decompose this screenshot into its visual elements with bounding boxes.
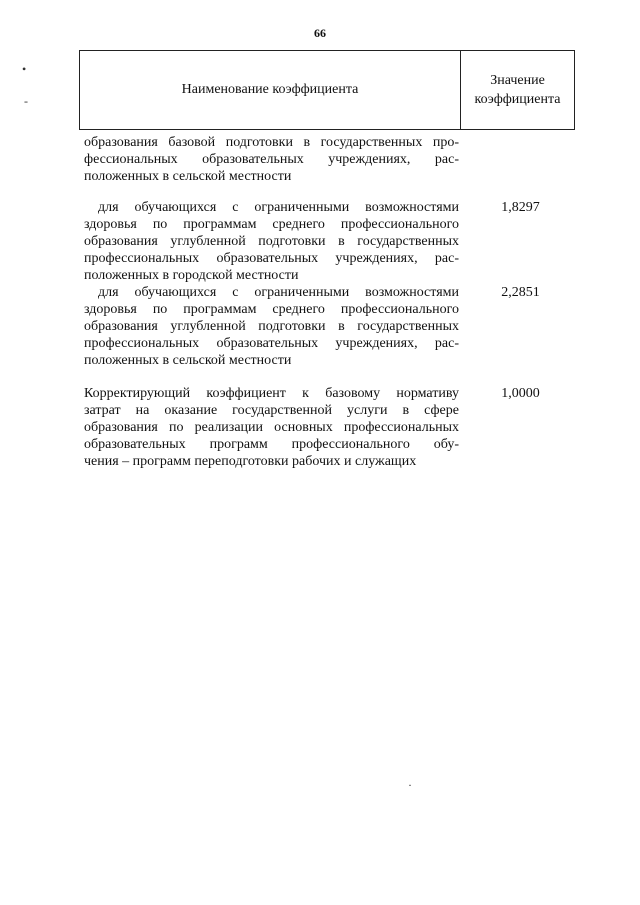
- table-header: [79, 50, 575, 130]
- table-row: [84, 385, 574, 470]
- table-row: [84, 284, 574, 369]
- row-line: фессиональных образовательных учреждениях, рас-: [84, 152, 459, 167]
- table-row: [84, 199, 574, 284]
- row-line: образования базовой подготовки в государственных про-: [84, 135, 459, 150]
- row-line: положенных в сельской местности: [84, 169, 292, 184]
- row-line: Корректирующий коэффициент к базовому нормативу: [84, 386, 459, 401]
- row-line: для обучающихся с ограниченными возможностями: [98, 285, 459, 300]
- row-description: [84, 284, 459, 369]
- scan-speck-mark: ·: [408, 778, 412, 792]
- row-value: 2,2851: [501, 285, 540, 300]
- row-description: [84, 385, 459, 470]
- row-value: 1,8297: [501, 200, 540, 215]
- row-line: образования углубленной подготовки в государственных: [84, 234, 459, 249]
- row-line: образования углубленной подготовки в государственных: [84, 319, 459, 334]
- header-value-line2: коэффициента: [474, 92, 561, 107]
- row-value: [459, 134, 574, 185]
- table-row: [84, 134, 574, 185]
- row-line: профессиональных образовательных учреждениях, рас-: [84, 336, 459, 351]
- header-value-line1: Значение: [490, 73, 545, 88]
- page-number: 66: [314, 26, 326, 40]
- header-value-cell: [461, 51, 574, 129]
- row-line: образования по реализации основных профессиональных: [84, 420, 459, 435]
- row-line: профессиональных образовательных учреждениях, рас-: [84, 251, 459, 266]
- row-value: 1,0000: [501, 386, 540, 401]
- row-description: [84, 134, 459, 185]
- row-description: [84, 199, 459, 284]
- row-line: здоровья по программам среднего профессионального: [84, 217, 459, 232]
- row-line: для обучающихся с ограниченными возможностями: [98, 200, 459, 215]
- margin-dot-mark: •: [22, 62, 27, 76]
- row-line: положенных в сельской местности: [84, 353, 292, 368]
- row-line: здоровья по программам среднего профессионального: [84, 302, 459, 317]
- row-line: затрат на оказание государственной услуги в сфере: [84, 403, 459, 418]
- header-name-cell: Наименование коэффициента: [80, 51, 461, 129]
- row-line: образовательных программ профессионального обу-: [84, 437, 459, 452]
- margin-dash-mark: -: [24, 94, 28, 108]
- row-line: чения – программ переподготовки рабочих и служащих: [84, 454, 417, 469]
- row-line: положенных в городской местности: [84, 268, 299, 283]
